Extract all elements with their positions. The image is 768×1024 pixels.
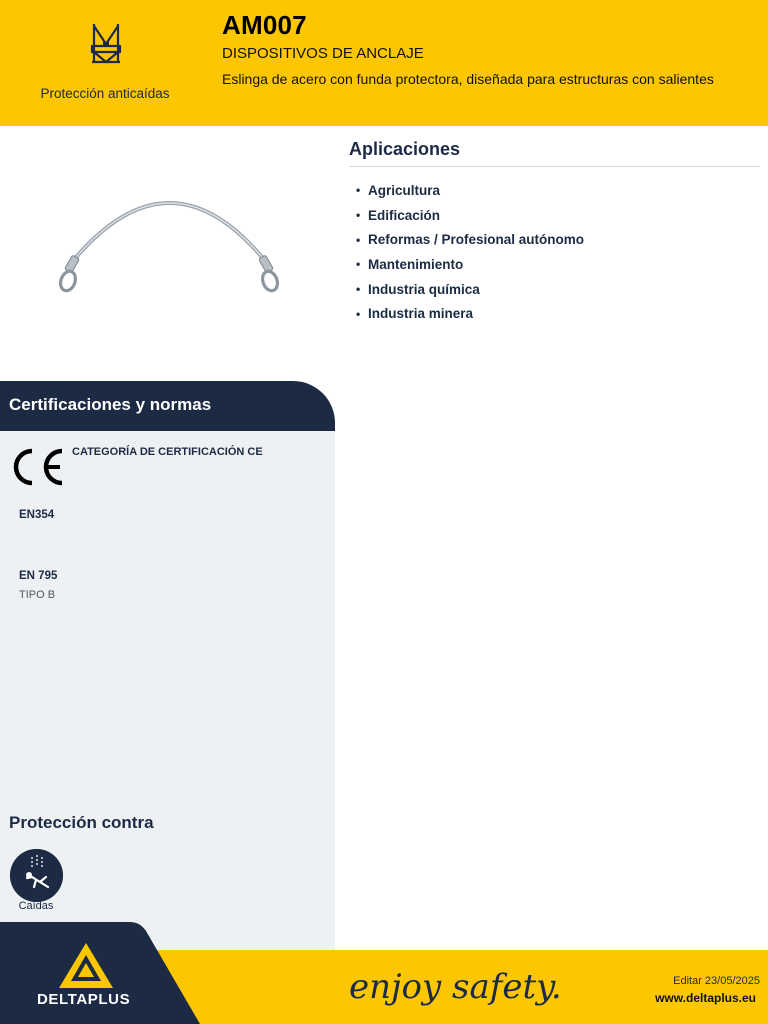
bullet-icon: • — [356, 232, 361, 247]
bullet-icon: • — [356, 183, 361, 198]
application-label: Edificación — [368, 207, 441, 223]
bullet-icon: • — [356, 208, 361, 223]
product-description: Eslinga de acero con funda protectora, diseñada para estructuras con salientes — [222, 71, 714, 87]
protection-title: Protección contra — [9, 813, 154, 832]
bullet-icon: • — [356, 257, 361, 272]
list-item — [356, 203, 584, 228]
edit-date: Editar 23/05/2025 — [673, 975, 760, 987]
application-label: Mantenimiento — [368, 256, 464, 272]
product-family: DISPOSITIVOS DE ANCLAJE — [222, 45, 424, 62]
applications-divider — [349, 166, 760, 167]
certifications-title: Certificaciones y normas — [9, 395, 212, 414]
category-label: Protección anticaídas — [40, 86, 170, 101]
application-label: Reformas / Profesional autónomo — [368, 232, 585, 248]
product-code: AM007 — [222, 10, 307, 40]
deltaplus-logo-icon — [57, 941, 115, 991]
enjoy-safety-slogan — [345, 960, 562, 1020]
list-item — [356, 301, 584, 326]
applications-title: Aplicaciones — [349, 139, 461, 159]
bullet-icon: • — [356, 282, 361, 297]
protection-label: Caídas — [18, 900, 54, 912]
norm-code: EN 795 — [19, 570, 58, 582]
harness-icon — [88, 22, 124, 68]
certifications-header — [0, 381, 335, 431]
list-item — [356, 178, 584, 203]
ce-mark-icon — [8, 447, 66, 487]
brand-name: DELTAPLUS — [37, 991, 131, 1008]
slogan-text: enjoy safety. — [349, 967, 562, 1007]
application-label: Agricultura — [368, 182, 441, 198]
list-item — [356, 252, 584, 277]
header-banner — [0, 0, 768, 126]
product-image — [30, 150, 310, 350]
application-label: Industria minera — [368, 306, 474, 322]
norm-detail: TIPO B — [19, 589, 56, 601]
list-item — [356, 227, 584, 252]
norm-code: EN354 — [19, 509, 55, 521]
applications-list — [356, 178, 584, 326]
bullet-icon: • — [356, 306, 361, 321]
ce-category-label: CATEGORÍA DE CERTIFICACIÓN CE — [72, 446, 263, 458]
list-item — [356, 277, 584, 302]
falling-person-icon — [10, 849, 63, 902]
website-link[interactable]: www.deltaplus.eu — [655, 991, 756, 1005]
application-label: Industria química — [368, 281, 480, 297]
